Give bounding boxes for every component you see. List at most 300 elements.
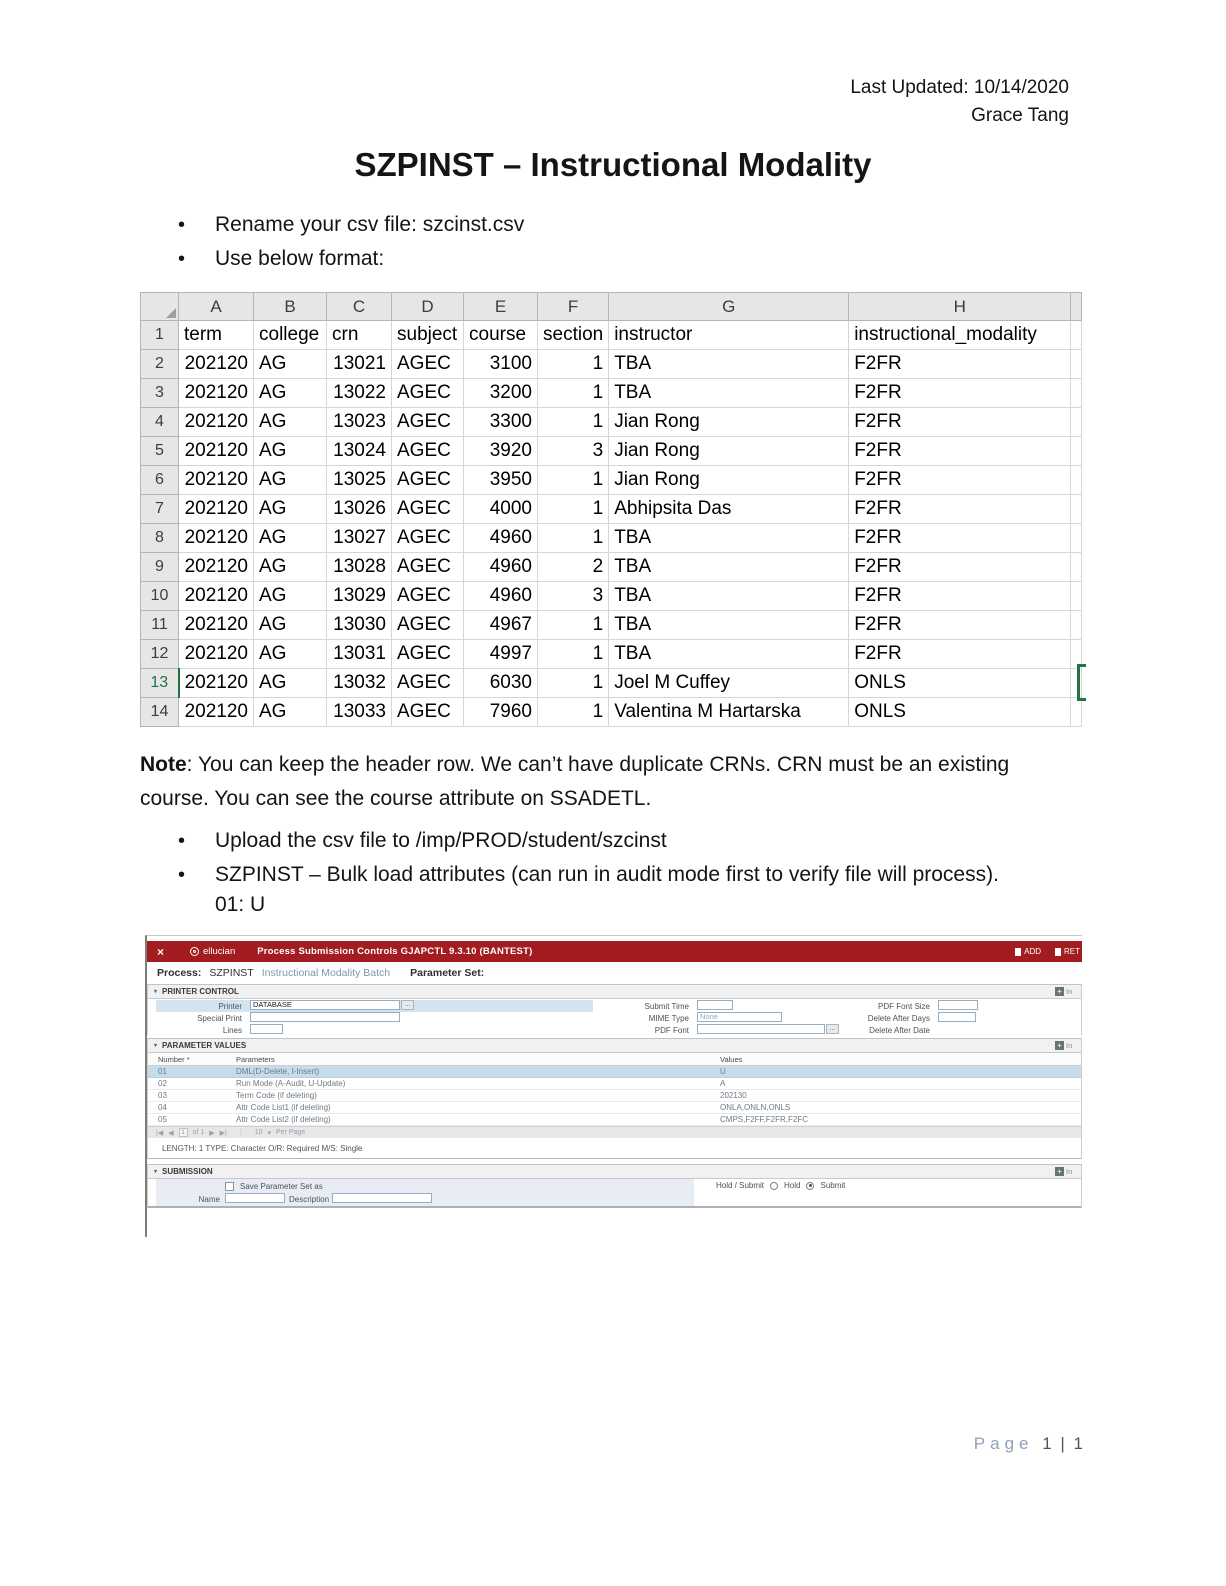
data-cell: 13028 [327, 553, 392, 582]
cell-sliver [1071, 611, 1082, 640]
author: Grace Tang [971, 105, 1069, 126]
data-cell: AG [254, 640, 327, 669]
data-cell: Joel M Cuffey [609, 669, 849, 698]
banner-actions [1015, 947, 1082, 956]
row-number: 1 [141, 321, 179, 350]
param-name: DML(D-Delete, I-Insert) [236, 1067, 320, 1076]
data-cell: 13032 [327, 669, 392, 698]
insert-label: In [1066, 987, 1073, 996]
hold-radio-label: Hold [784, 1181, 801, 1190]
document-icon [1015, 948, 1021, 956]
data-cell: 202120 [179, 408, 254, 437]
data-cell: 1 [538, 524, 609, 553]
data-cell: 1 [538, 495, 609, 524]
data-cell: 2 [538, 553, 609, 582]
spreadsheet-table [140, 292, 1082, 727]
add-button-label: ADD [1024, 947, 1041, 956]
row-number: 11 [141, 611, 179, 640]
data-cell: 1 [538, 350, 609, 379]
close-icon[interactable]: × [157, 944, 165, 959]
collapse-arrow-icon[interactable]: ▾ [154, 1169, 158, 1175]
header-cell: term [179, 321, 254, 350]
ellucian-brand [190, 946, 235, 957]
header-cell: section [538, 321, 609, 350]
data-cell: AG [254, 669, 327, 698]
data-cell: 202120 [179, 640, 254, 669]
row-number: 2 [141, 350, 179, 379]
data-cell: 3200 [464, 379, 538, 408]
data-cell: AGEC [392, 553, 464, 582]
data-cell: 4967 [464, 611, 538, 640]
pdf-font-label: PDF Font [654, 1026, 689, 1035]
data-cell: TBA [609, 611, 849, 640]
pdf-font-browse-button[interactable]: ... [826, 1024, 839, 1034]
param-number: 02 [158, 1079, 167, 1088]
column-letter: C [327, 293, 392, 321]
bullet-item [178, 248, 524, 270]
parameter-values-title: PARAMETER VALUES [162, 1041, 247, 1050]
printer-control-header[interactable] [148, 984, 1081, 999]
data-cell: 13022 [327, 379, 392, 408]
bullet-icon: • [178, 214, 186, 236]
data-cell: 1 [538, 669, 609, 698]
data-cell: F2FR [849, 408, 1071, 437]
special-print-input[interactable] [250, 1012, 400, 1022]
data-cell: ONLS [849, 669, 1071, 698]
data-cell: AGEC [392, 669, 464, 698]
add-button[interactable] [1015, 947, 1041, 956]
data-cell: AGEC [392, 495, 464, 524]
data-cell: AG [254, 408, 327, 437]
data-cell: Jian Rong [609, 437, 849, 466]
data-cell: 7960 [464, 698, 538, 727]
bullet-text: SZPINST – Bulk load attributes (can run in audit mode first to verify file will process). [215, 863, 999, 886]
parameter-row[interactable] [148, 1114, 1081, 1126]
param-number: 03 [158, 1091, 167, 1100]
submission-title: SUBMISSION [162, 1167, 213, 1176]
printer-browse-button[interactable]: ... [401, 1000, 414, 1010]
footer-page-label: Page [973, 1434, 1034, 1453]
printer-control-fields [148, 999, 1081, 1035]
data-cell: 13025 [327, 466, 392, 495]
param-value: ONLA,ONLN,ONLS [720, 1103, 791, 1112]
parameter-set-label: Parameter Set: [410, 967, 485, 979]
spreadsheet-row [141, 698, 1082, 727]
spreadsheet-row [141, 524, 1082, 553]
data-cell: 13024 [327, 437, 392, 466]
cell-sliver [1071, 698, 1082, 727]
selected-cell-indicator [1077, 664, 1086, 701]
param-value: A [720, 1079, 726, 1088]
printer-label: Printer [218, 1002, 242, 1011]
data-cell: TBA [609, 640, 849, 669]
data-cell: TBA [609, 379, 849, 408]
insert-icon[interactable]: + [1055, 1041, 1064, 1050]
spreadsheet-row [141, 379, 1082, 408]
data-cell: F2FR [849, 495, 1071, 524]
first-page-icon[interactable]: |◀ [156, 1129, 164, 1137]
cell-sliver [1071, 582, 1082, 611]
submit-radio-label: Submit [820, 1181, 846, 1190]
cell-sliver [1071, 553, 1082, 582]
data-cell: AGEC [392, 466, 464, 495]
data-cell: AGEC [392, 379, 464, 408]
data-cell: F2FR [849, 437, 1071, 466]
delete-after-days-input[interactable] [938, 1012, 976, 1022]
data-cell: AG [254, 698, 327, 727]
banner-screenshot [145, 935, 1082, 1208]
pagination-separator: | [239, 1129, 242, 1136]
data-cell: 202120 [179, 698, 254, 727]
submit-radio[interactable] [806, 1182, 814, 1190]
page-number-box[interactable]: 1 [179, 1128, 188, 1137]
per-page-value[interactable]: 10 [254, 1129, 263, 1136]
ellucian-logo-icon [190, 947, 199, 956]
retrieve-button[interactable] [1055, 947, 1080, 956]
data-cell: AG [254, 495, 327, 524]
special-print-label: Special Print [197, 1014, 242, 1023]
pdf-font-size-input[interactable] [938, 1000, 978, 1010]
column-number: Number * [158, 1054, 190, 1064]
spreadsheet-row [141, 350, 1082, 379]
data-cell: AG [254, 524, 327, 553]
pagination-bar [148, 1126, 1081, 1138]
data-cell: 4960 [464, 582, 538, 611]
column-letter: B [254, 293, 327, 321]
collapse-arrow-icon[interactable]: ▾ [154, 1043, 158, 1049]
data-cell: TBA [609, 350, 849, 379]
data-cell: ONLS [849, 698, 1071, 727]
bullet-text: Upload the csv file to /imp/PROD/student/szcinst [215, 829, 667, 852]
bullet-text: Use below format: [215, 247, 385, 270]
last-page-icon[interactable]: ▶| [219, 1129, 227, 1137]
submission-content [148, 1179, 1081, 1206]
data-cell: 202120 [179, 611, 254, 640]
save-parameter-label: Save Parameter Set as [240, 1182, 323, 1191]
data-cell: 13033 [327, 698, 392, 727]
bullet-item [178, 830, 999, 852]
column-letter: E [464, 293, 538, 321]
collapse-arrow-icon[interactable]: ▾ [154, 989, 158, 995]
spreadsheet-row [141, 640, 1082, 669]
data-cell: AGEC [392, 611, 464, 640]
cell-sliver [1071, 466, 1082, 495]
banner-left-border-tail [145, 1208, 147, 1237]
row-number: 6 [141, 466, 179, 495]
header-cell: crn [327, 321, 392, 350]
spreadsheet-row [141, 611, 1082, 640]
data-cell: 13029 [327, 582, 392, 611]
header-cell: instructional_modality [849, 321, 1071, 350]
data-cell: F2FR [849, 466, 1071, 495]
prev-page-icon[interactable]: ◀ [168, 1129, 174, 1137]
data-cell: 202120 [179, 350, 254, 379]
description-input[interactable] [332, 1193, 432, 1203]
data-cell: 4960 [464, 524, 538, 553]
parameter-row[interactable] [148, 1090, 1081, 1102]
bullet-icon: • [178, 830, 186, 852]
name-input[interactable] [225, 1193, 285, 1203]
note-label: Note [140, 753, 187, 776]
data-cell: AG [254, 553, 327, 582]
data-cell: 13021 [327, 350, 392, 379]
header-cell: instructor [609, 321, 849, 350]
header-cell: subject [392, 321, 464, 350]
submission-header[interactable] [148, 1164, 1081, 1179]
data-cell: 13027 [327, 524, 392, 553]
data-cell: AGEC [392, 698, 464, 727]
cell-sliver [1071, 495, 1082, 524]
data-cell: 1 [538, 379, 609, 408]
doc-header [850, 74, 1069, 130]
record-info: LENGTH: 1 TYPE: Character O/R: Required M/S: Single [148, 1138, 1081, 1159]
footer-page-number: 1 | 1 [1042, 1434, 1085, 1453]
bullet-text: Rename your csv file: szcinst.csv [215, 213, 525, 236]
note-text: : You can keep the header row. We can’t have duplicate CRNs. CRN must be an existing course. You can see the course attribute on SSADETL. [140, 753, 1010, 810]
data-cell: Abhipsita Das [609, 495, 849, 524]
printer-control-section [147, 984, 1082, 1035]
row-number: 14 [141, 698, 179, 727]
data-cell: 3100 [464, 350, 538, 379]
data-cell: 202120 [179, 669, 254, 698]
retrieve-button-label: RET [1064, 947, 1080, 956]
name-label: Name [198, 1195, 220, 1204]
insert-icon[interactable]: + [1055, 987, 1064, 996]
data-cell: 202120 [179, 582, 254, 611]
row-number: 8 [141, 524, 179, 553]
data-cell: AGEC [392, 582, 464, 611]
data-cell: F2FR [849, 611, 1071, 640]
data-cell: AG [254, 582, 327, 611]
param-name: Term Code (if deleting) [236, 1091, 317, 1100]
parameter-row[interactable] [148, 1066, 1081, 1078]
param-number: 05 [158, 1115, 167, 1124]
ellucian-brand-label: ellucian [203, 946, 236, 957]
page-title: SZPINST – Instructional Modality [354, 146, 872, 183]
data-cell: F2FR [849, 582, 1071, 611]
data-cell: 1 [538, 408, 609, 437]
row-number: 7 [141, 495, 179, 524]
data-cell: 4960 [464, 553, 538, 582]
printer-input[interactable]: DATABASE [250, 1000, 400, 1010]
data-cell: 202120 [179, 495, 254, 524]
row-number: 4 [141, 408, 179, 437]
data-cell: Jian Rong [609, 408, 849, 437]
page-of-label: of 1 [192, 1129, 205, 1136]
column-letter: D [392, 293, 464, 321]
description-label: Description [289, 1195, 330, 1204]
bullet-list-bottom [178, 830, 999, 898]
data-cell: 4000 [464, 495, 538, 524]
select-all-corner [141, 293, 179, 321]
insert-label: In [1066, 1167, 1073, 1176]
submit-time-input[interactable] [697, 1000, 733, 1010]
cell-sliver [1071, 379, 1082, 408]
bullet-icon: • [178, 248, 186, 270]
data-cell: AG [254, 611, 327, 640]
lines-input[interactable] [250, 1024, 283, 1034]
data-cell: AGEC [392, 524, 464, 553]
data-cell: AG [254, 466, 327, 495]
column-parameters: Parameters [236, 1054, 275, 1064]
data-cell: 1 [538, 466, 609, 495]
banner-titlebar [147, 941, 1082, 962]
row-number: 10 [141, 582, 179, 611]
mime-type-input[interactable]: None [697, 1012, 782, 1022]
bullet-icon: • [178, 864, 186, 886]
cell-sliver [1071, 321, 1082, 350]
spreadsheet-row [141, 495, 1082, 524]
data-cell: F2FR [849, 350, 1071, 379]
row-number: 9 [141, 553, 179, 582]
bullet-item [178, 214, 524, 236]
data-cell: AGEC [392, 350, 464, 379]
bullet-list-top [178, 214, 524, 282]
data-cell: Jian Rong [609, 466, 849, 495]
data-cell: F2FR [849, 553, 1071, 582]
data-cell: 202120 [179, 437, 254, 466]
submission-bottom-border [148, 1206, 1081, 1208]
spreadsheet-row [141, 408, 1082, 437]
process-info-line [147, 962, 1082, 984]
page-footer [974, 1434, 1085, 1454]
note-paragraph [140, 748, 1032, 816]
data-cell: 13030 [327, 611, 392, 640]
data-cell: TBA [609, 553, 849, 582]
data-cell: 1 [538, 698, 609, 727]
column-values: Values [720, 1054, 743, 1064]
row-number: 12 [141, 640, 179, 669]
lines-label: Lines [222, 1026, 242, 1035]
delete-after-days-label: Delete After Days [867, 1014, 930, 1023]
header-cell: college [254, 321, 327, 350]
column-letter: A [179, 293, 254, 321]
process-label: Process: [157, 967, 202, 979]
bullet-item [178, 864, 999, 886]
caret-down-icon[interactable]: ▾ [267, 1129, 272, 1137]
param-name: Attr Code List2 (if deleting) [236, 1115, 331, 1124]
data-cell: AG [254, 379, 327, 408]
insert-control[interactable] [1055, 1167, 1075, 1176]
parameter-values-header[interactable] [148, 1038, 1081, 1053]
cell-sliver [1071, 524, 1082, 553]
parameter-row[interactable] [148, 1102, 1081, 1114]
parameter-row[interactable] [148, 1078, 1081, 1090]
corner-triangle-icon [166, 308, 176, 318]
column-letter: F [538, 293, 609, 321]
data-cell: 4997 [464, 640, 538, 669]
pdf-font-size-label: PDF Font Size [877, 1002, 930, 1011]
submission-section [147, 1164, 1082, 1208]
row-number: 5 [141, 437, 179, 466]
printer-control-title: PRINTER CONTROL [162, 987, 239, 996]
hold-submit-group [716, 1181, 845, 1190]
column-sliver [1071, 293, 1082, 321]
data-cell: 13023 [327, 408, 392, 437]
row-number: 3 [141, 379, 179, 408]
insert-icon[interactable]: + [1055, 1167, 1064, 1176]
last-updated: Last Updated: 10/14/2020 [850, 77, 1069, 98]
data-cell: 1 [538, 640, 609, 669]
bullet-continuation: 01: U [215, 893, 266, 916]
data-cell: AGEC [392, 640, 464, 669]
mime-type-label: MIME Type [648, 1014, 689, 1023]
param-name: Attr Code List1 (if deleting) [236, 1103, 331, 1112]
column-letter: G [609, 293, 849, 321]
per-page-label: Per Page [276, 1129, 306, 1136]
cell-sliver [1071, 437, 1082, 466]
header-cell: course [464, 321, 538, 350]
spreadsheet-row [141, 669, 1082, 698]
data-cell: F2FR [849, 640, 1071, 669]
save-parameter-checkbox[interactable] [225, 1182, 234, 1191]
spreadsheet-row [141, 582, 1082, 611]
data-cell: F2FR [849, 379, 1071, 408]
column-letter: H [849, 293, 1071, 321]
data-cell: 202120 [179, 524, 254, 553]
data-cell: 13026 [327, 495, 392, 524]
process-description: Instructional Modality Batch [261, 967, 391, 979]
data-cell: TBA [609, 582, 849, 611]
document-icon [1055, 948, 1061, 956]
param-value: U [720, 1067, 726, 1076]
data-cell: TBA [609, 524, 849, 553]
data-cell: AG [254, 437, 327, 466]
data-cell: F2FR [849, 524, 1071, 553]
data-cell: Valentina M Hartarska [609, 698, 849, 727]
param-number: 01 [158, 1067, 167, 1076]
data-cell: 3 [538, 582, 609, 611]
cell-sliver [1071, 408, 1082, 437]
data-cell: 3950 [464, 466, 538, 495]
param-value: 202130 [720, 1091, 747, 1100]
data-cell: 3300 [464, 408, 538, 437]
cell-sliver [1071, 350, 1082, 379]
data-cell: 1 [538, 611, 609, 640]
row-number: 13 [141, 669, 179, 698]
data-cell: AGEC [392, 408, 464, 437]
insert-label: In [1066, 1041, 1073, 1050]
param-name: Run Mode (A-Audit, U-Update) [236, 1079, 346, 1088]
param-value: CMPS,F2FF,F2FR,F2FC [720, 1115, 809, 1124]
process-value: SZPINST [209, 967, 254, 979]
parameter-table-header [148, 1053, 1081, 1066]
data-cell: 3 [538, 437, 609, 466]
data-cell: 202120 [179, 466, 254, 495]
hold-submit-label: Hold / Submit [716, 1181, 765, 1190]
spreadsheet-row [141, 553, 1082, 582]
banner-window-title: Process Submission Controls GJAPCTL 9.3.10 (BANTEST) [257, 946, 533, 957]
data-cell: AG [254, 350, 327, 379]
parameter-values-section [147, 1038, 1082, 1159]
data-cell: 6030 [464, 669, 538, 698]
data-cell: AGEC [392, 437, 464, 466]
insert-control[interactable] [1055, 1041, 1075, 1050]
insert-control[interactable] [1055, 987, 1075, 996]
hold-radio[interactable] [770, 1182, 778, 1190]
data-cell: 13031 [327, 640, 392, 669]
spreadsheet-row [141, 437, 1082, 466]
parameter-table-body [148, 1066, 1081, 1126]
spreadsheet-row [141, 466, 1082, 495]
param-number: 04 [158, 1103, 167, 1112]
data-cell: 3920 [464, 437, 538, 466]
next-page-icon[interactable]: ▶ [209, 1129, 215, 1137]
submit-time-label: Submit Time [644, 1002, 689, 1011]
delete-after-date-label: Delete After Date [869, 1026, 930, 1035]
data-cell: 202120 [179, 553, 254, 582]
data-cell: 202120 [179, 379, 254, 408]
